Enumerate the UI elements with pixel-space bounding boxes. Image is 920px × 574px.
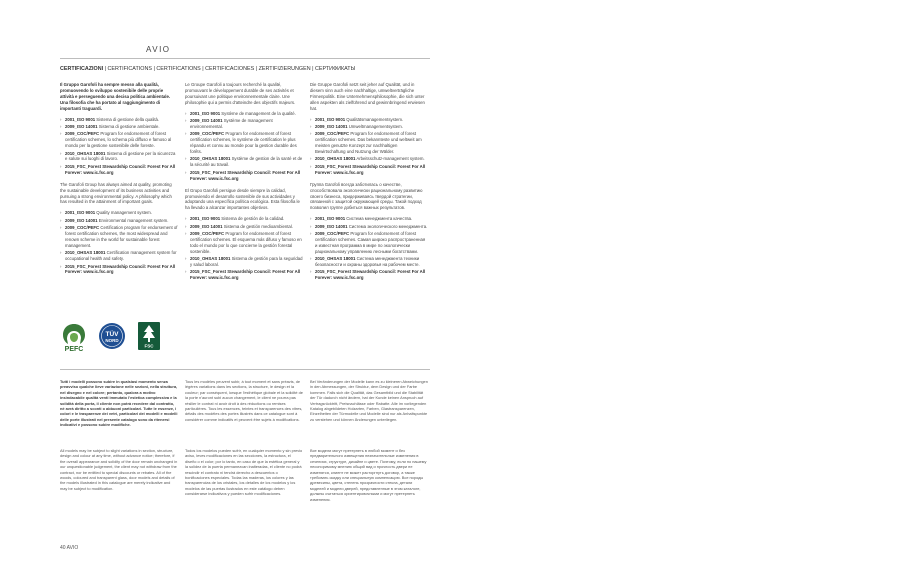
top-divider — [60, 58, 430, 59]
cert-item: › 2001_ISO 9001 Système de management de la qualité. — [185, 111, 303, 117]
cert-item: › 2015_FSC_Forest Stewardship Council: Forest For All Forever: www.ic.fsc.org — [60, 264, 178, 276]
cert-item: › 2015_FSC_Forest Stewardship Council: Forest For All Forever: www.ic.fsc.org — [185, 269, 303, 281]
cert-item: › 2015_FSC_Forest Stewardship Council: Forest For All Forever: www.ic.fsc.org — [185, 170, 303, 182]
cert-item: › 2009_ISO 14001 Sistema de gestión medioambiental. — [185, 224, 303, 230]
cert-item: › 2009_COC/PEFC Program for endorsement of forest certification schemes. Das bekannteste und weltweit am meisten genutzte Konzept zur nachhaltigen Bewirtschaftung und Nutzung der Wälder. — [310, 131, 428, 155]
brand-name: AVIO — [146, 45, 171, 54]
intro-russian: Группа Garofoli всегда заботилась о качестве, способствовала экологически рациональному развитию своего бизнеса, придерживаясь твердой стратегии, связанной с защитой окружающей среды. Такой подход позволил группе добиться важных результатов. — [310, 181, 423, 211]
section-title-main: CERTIFICAZIONI — [60, 66, 104, 72]
tuv-logo-text: TÜV — [105, 331, 119, 338]
cert-item: › 2001_ISO 9001 Qualitätsmanagementsystem. — [310, 117, 428, 123]
cert-item: › 2010_OHSAS 18001 Certification management system for occupational health and safety. — [60, 250, 178, 262]
section-title — [60, 66, 355, 72]
tuv-nord-logo — [98, 322, 126, 355]
cert-list-spanish — [185, 216, 303, 281]
intro-spanish: El Grupo Garofoli persigue desde siempre la calidad, promoviendo el desarrollo sostenible de sus actividades y adoptando una específica política ecológica. Esta filosofía le ha llevado a alcanzar importantes objetivos. — [185, 187, 300, 211]
cert-item: › 2010_OHSAS 18001 Sistema de gestión para la seguridad y salud laboral. — [185, 256, 303, 268]
cert-item: › 2009_COC/PEFC Program for endorsement of forest certification schemes. Самая широко распространенная и известная программа в мире по экологически рациональному управлению лесными богатствами. — [310, 231, 428, 255]
cert-item: › 2009_COC/PEFC Program for endorsement of forest certification schemes, le système de certification le plus répandu et connu au monde pour la gestion durable des forêts. — [185, 131, 303, 155]
page-number: 40 AVIO — [60, 545, 79, 551]
cert-item: › 2009_ISO 14001 Umweltmanagementsystem. — [310, 124, 428, 130]
cert-item: › 2001_ISO 9001 Система менеджмента качества. — [310, 216, 428, 222]
disclaimer-spanish: Todos los modelos pueden sufrir, en cualquier momento y sin previo aviso, leves modificaciones en las secciones, la estructura, el diseño o el color; por lo tanto, en caso de que la estética general y la solidez de la puerta permanezcan inalteradas, el cliente no podrá rescindir el contrato ni tendrá derecho a descuentos o bonificaciones especiales. Todas las maderas, los colores y las transparencias de los cristales, los detalles de los modelos y los modelos de las puertas ilustrados en este catálogo deben considerarse indicativos y pueden sufrir modificaciones. — [185, 448, 303, 497]
cert-item: › 2010_OHSAS 18001 Sistema di gestione per la sicurezza e salute sui luoghi di lavoro. — [60, 151, 178, 163]
intro-italian: Il Gruppo Garofoli ha sempre messo alla qualità, promuovendo lo sviluppo sostenibile delle proprie attività e perseguendo una decisa politica ambientale. Una filosofia che ha portato al raggiungimento di importanti traguardi. — [60, 82, 171, 111]
cert-item: › 2015_FSC_Forest Stewardship Council: Forest For All Forever: www.ic.fsc.org — [60, 164, 178, 176]
cert-item: › 2009_ISO 14001 Environmental management system. — [60, 218, 178, 224]
cert-item: › 2001_ISO 9001 Sistema di gestione della qualità. — [60, 117, 178, 123]
disclaimer-english: All models may be subject to slight variations in section, structure, design and colour at any time, without advance notice; therefore, if the overall appearance and solidity of the door remain unchanged in our unquestionable judgement, the client may not withdraw from the contract, nor be entitled to special discounts or rebates. All of the woods, coloured and transparent glass, door models and details of the models illustrated in this catalogue are merely indicative and may be subject to modification. — [60, 448, 178, 491]
cert-item: › 2001_ISO 9001 Quality management system. — [60, 210, 178, 216]
tuv-logo-subtext: NORD — [105, 338, 119, 343]
cert-item: › 2010_OHSAS 18001 Système de gestion de la santé et de la sécurité au travail. — [185, 156, 303, 168]
disclaimer-french: Tous les modèles peuvent subir, à tout moment et sans préavis, de légères variations dans les sections, la structure, le design et la couleur; par conséquent, lorsque l'esthétique globale et la solidité de la porte n'auront subi aucun changement, le client ne pourra pas résilier le contrat ni avoir droit à des réductions ou remises particulières. Tous les essences, teintes et transparences des vitres, détails des modèles des portes illustrés dans ce catalogue sont à considérer comme indicatifs et peuvent être sujets à modifications. — [185, 379, 303, 422]
cert-item: › 2009_COC/PEFC Certification program for endorsement of forest certification schemes, the most widespread and renown scheme in the world for sustainable forest management. — [60, 225, 178, 249]
cert-list-german — [310, 117, 428, 176]
cert-list-italian — [60, 117, 178, 176]
cert-list-french — [185, 111, 303, 182]
cert-item: › 2010_OHSAS 18001 Arbeitsschutz-management system. — [310, 156, 428, 162]
intro-french: Le Groupe Garofoli a toujours recherché la qualité, promouvant le développement durable de ses activités et poursuivant une politique environnementale claire. Une philosophie qui a permis d'atteindre des objectifs majeurs. — [185, 82, 296, 105]
cert-item: › 2009_COC/PEFC Program for endorsement of forest certification schemes. El esquema más difuso y famoso en todo el mundo por lo que concierne la gestión forestal sostenible. — [185, 231, 303, 255]
cert-item: › 2015_FSC_Forest Stewardship Council: Forest For All Forever: www.ic.fsc.org — [310, 164, 428, 176]
cert-item: › 2009_ISO 14001 Система экологического менеджмента. — [310, 224, 428, 230]
section-title-translations: | CERTIFICATIONS | CERTIFICATIONS | CERTIFICACIONES | ZERTIFIZIERUNGEN | СЕРТИФИКАТЫ — [103, 66, 356, 72]
certifications-column-de-ru — [310, 82, 428, 287]
cert-item: › 2010_OHSAS 18001 Система менеджмента техники безопасности и охраны здоровья на рабочем месте. — [310, 256, 428, 268]
intro-english: The Garofoli Group has always aimed at quality, promoting the sustainable development of its business activities and pursuing a strong environmental policy. A philosophy which has resulted in the attainment of important goals. — [60, 181, 172, 205]
cert-item: › 2009_ISO 14001 Système de management environnemental. — [185, 118, 303, 130]
pefc-logo — [60, 322, 88, 357]
fsc-logo — [138, 322, 160, 355]
disclaimer-german: Bei Veränderungen der Modelle kann es zu kleineren Abweichungen in den Abmessungen, der Struktur, dem Design und der Farbe kommen. Falls sich die Qualität, das Gesamtbild und die Stabilität der Tür dadurch nicht ändern, hat der Kunde keinen Anspruch auf Vertragsrücktritt, Preisnachlässe oder Rabatte. Alle im vorliegenden Katalog abgebildeten Holzarten, Farben, Glastransparenzen, Einzelheiten der Türmodelle und Modelle sind nur als Anhaltspunkte zu verstehen und können Änderungen unterliegen. — [310, 379, 428, 422]
pefc-logo-text: PEFC — [64, 346, 84, 352]
cert-item: › 2001_ISO 9001 Sistema de gestión de la calidad. — [185, 216, 303, 222]
intro-german: Die Gruppe Garofoli setzt seit jeher auf Qualität, und in diesem sinn auch eine nachhaltige, umweltverträgliche Firmenpolitik. Eine Unternehmensphilosophie, die sich unter allen aspekten als zielführend und gewinnbringend erwiesen hat. — [310, 82, 425, 111]
cert-list-russian — [310, 216, 428, 281]
disclaimer-russian: Все модели могут претерпеть в любой момент и без предварительного извещения незначительные изменения в сечениях, структуре, дизайне и цвете. Поэтому, если по нашему неоспоримому мнению общий вид и прочность двери не изменятся, клиент не может расторгнуть договор, а также требовать скидку или специальную компенсацию. Все породы древесины, цвета, степень прозрачности стекла, детали моделей и модели дверей, представленные в этом каталоге, должны считаться ориентировочными и могут претерпеть изменения. — [310, 448, 427, 502]
cert-list-english — [60, 210, 178, 275]
cert-item: › 2015_FSC_Forest Stewardship Council: Forest For All Forever: www.ic.fsc.org — [310, 269, 428, 281]
disclaimer-italian: Tutti i modelli possono subire in qualsiasi momento senza preavviso qualche lieve variazione nelle sezioni, nella struttura, nel disegno e nel colore; pertanto, qualora a motivo insindacabile qualità venti immutato l'estetica complessiva e la solidità della porta, il cliente non potrà recedere dal contratto, né avrà diritto a sconti o abbuoni particolari. Tutte le essenze, i colori e le trasparenze dei vetri, particolari dei modelli e modelli delle porte illustrati nel presente catalogo sono da ritenersi indicativi e possono subire modifiche. — [60, 379, 178, 428]
cert-item: › 2009_ISO 14001 Sistema di gestione ambientale. — [60, 124, 178, 130]
bottom-divider — [60, 369, 430, 370]
certifications-column-it-en — [60, 82, 178, 281]
fsc-logo-text: FSC — [144, 343, 154, 349]
cert-item: › 2009_COC/PEFC Program for endorsement of forest certification schemes, lo schema più diffuso e famoso al mondo per la gestione sostenibile delle foreste. — [60, 131, 178, 149]
certifications-column-fr-es — [185, 82, 303, 287]
